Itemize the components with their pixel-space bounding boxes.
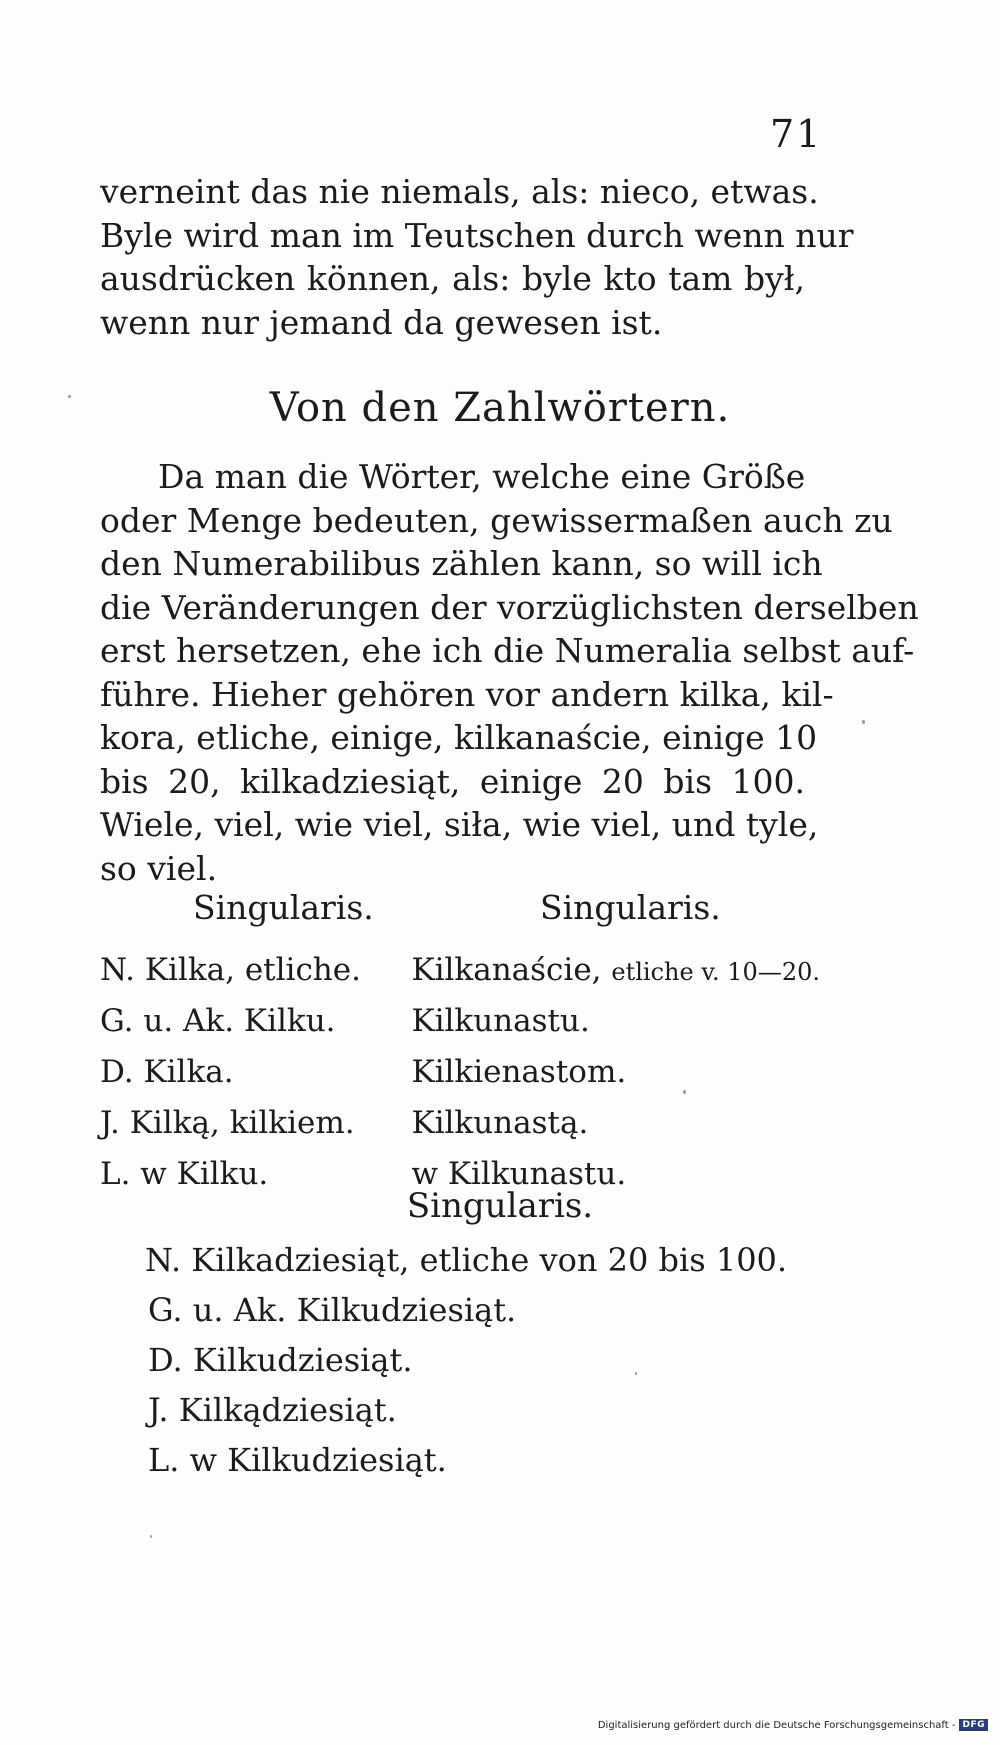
table-cell-left: N. Kilka, etliche. — [100, 951, 361, 988]
table-row — [100, 1097, 820, 1148]
table-row — [100, 944, 820, 995]
page-number: 71 — [770, 112, 823, 156]
text-line: die Veränderungen der vorzüglichsten derselben — [100, 587, 919, 627]
table-head-right: Singularis. — [540, 888, 721, 927]
declension-table — [100, 944, 820, 1199]
text-line: bis 20, kilkadziesiąt, einige 20 bis 100. — [100, 761, 805, 801]
digitization-footer — [598, 1719, 988, 1731]
text-line: Byle wird man im Teutschen durch wenn nur — [100, 215, 854, 255]
text-line: verneint das nie niemals, als: nieco, etwas. — [100, 172, 819, 211]
text-line: erst hersetzen, ehe ich die Numeralia selbst auf- — [100, 631, 915, 670]
table-cell-left: L. w Kilku. — [100, 1155, 269, 1192]
text-line: wenn nur jemand da gewesen ist. — [100, 302, 663, 342]
table-row — [100, 995, 820, 1046]
table-head-left: Singularis. — [193, 888, 374, 927]
cell-note: etliche v. 10—20. — [611, 957, 820, 986]
sub-heading: Singularis. — [406, 1186, 594, 1226]
declension-list — [145, 1235, 787, 1485]
section-heading: Von den Zahlwörtern. — [269, 385, 731, 431]
text-line: oder Menge bedeuten, gewissermaßen auch zu — [100, 500, 893, 540]
text-line: Wiele, viel, wie viel, siła, wie viel, und tyle, — [100, 805, 819, 844]
list-item: J. Kilkądziesiąt. — [148, 1391, 397, 1429]
text-line: führe. Hieher gehören vor andern kilka, kil- — [100, 674, 834, 714]
list-item: D. Kilkudziesiąt. — [148, 1341, 413, 1379]
list-item: L. w Kilkudziesiąt. — [148, 1441, 447, 1479]
table-cell-right: Kilkunastą. — [411, 1104, 589, 1141]
dfg-logo-icon: DFG — [959, 1719, 988, 1731]
table-cell-right: Kilkunastu. — [411, 1002, 590, 1039]
footer-text: Digitalisierung gefördert durch die Deutsche Forschungsgemeinschaft - — [597, 1719, 956, 1731]
text-line: den Numerabilibus zählen kann, so will ich — [100, 544, 823, 583]
table-cell-right: w Kilkunastu. — [411, 1155, 627, 1192]
scan-speck — [635, 1372, 637, 1375]
paragraph-1 — [100, 170, 854, 344]
scan-speck — [862, 720, 865, 724]
table-cell-right — [406, 944, 820, 995]
table-cell-left: D. Kilka. — [100, 1053, 234, 1090]
list-item: N. Kilkadziesiąt, etliche von 20 bis 100. — [145, 1241, 788, 1279]
table-row — [100, 1046, 820, 1097]
table-cell-left: G. u. Ak. Kilku. — [100, 1002, 336, 1039]
scan-speck — [68, 395, 71, 398]
scan-speck — [683, 1090, 686, 1094]
paragraph-2 — [100, 455, 919, 890]
list-item: G. u. Ak. Kilkudziesiąt. — [148, 1291, 517, 1329]
cell-text: Kilkanaście, — [411, 951, 612, 988]
text-line: Da man die Wörter, welche eine Größe — [158, 457, 806, 496]
text-line: ausdrücken können, als: byle kto tam był, — [100, 259, 805, 298]
scan-speck — [150, 1535, 152, 1538]
table-cell-left: J. Kilką, kilkiem. — [100, 1104, 355, 1141]
text-line: kora, etliche, einige, kilkanaście, einige 10 — [100, 718, 818, 757]
table-cell-right: Kilkienastom. — [411, 1053, 627, 1090]
text-line: so viel. — [100, 848, 218, 888]
